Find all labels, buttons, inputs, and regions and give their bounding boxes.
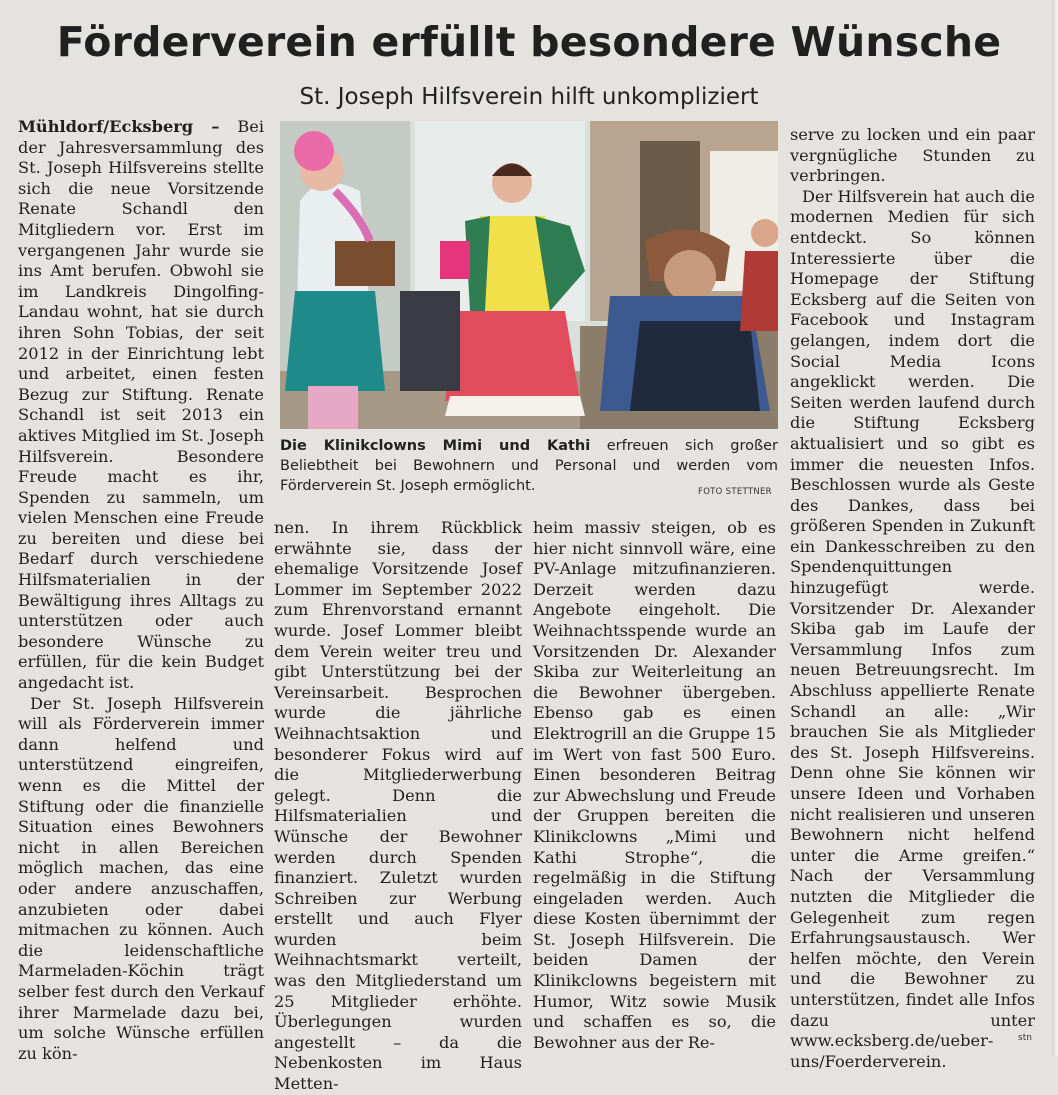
paragraph: nen. In ihrem Rückblick erwähnte sie, dass der ehemalige Vorsitzende Josef Lommer im September 2022 zum Ehrenvorstand ernannt wurde. Josef Lommer bleibt dem Verein weiter treu und gibt Unterstützung bei der Vereinsarbeit. Besprochen wurde die jährliche Weihnachtsaktion und besonderer Fokus wird auf die Mitgliederwerbung gelegt. Denn die Hilfsmaterialien und Wünsche der Bewohner werden durch Spenden finanziert. Zuletzt wurden Schreiben zur Werbung erstellt und auch Flyer wurden beim Weihnachtsmarkt verteilt, was den Mitgliederstand um 25 Mitglieder erhöhte. Überlegungen wurden angestellt – da die Nebenkosten im Haus Metten- — [274, 518, 522, 1094]
scan-edge — [1052, 0, 1058, 1056]
paragraph-text: Bei der Jahresversammlung des St. Joseph Hilfsvereins stellte sich die neue Vorsitzende Renate Schandl den Mitgliedern vor. Erst im vergangenen Jahr wurde sie ins Amt berufen. Obwohl sie im Landkreis Dingolfing-Landau wohnt, hat sie durch ihren Sohn Tobias, der seit 2012 in der Einrichtung lebt und arbeitet, einen festen Bezug zur Stiftung. Renate Schandl ist seit 2013 ein aktives Mitglied im St. Joseph Hilfsverein. Besondere Freude macht es ihr, Spenden zu sammeln, um vielen Menschen eine Freude zu bereiten und diese bei Bedarf durch verschiedene Hilfsmaterialien in der Bewältigung ihres Alltags zu unterstützen oder auch besondere Wünsche zu erfüllen, für die kein Budget angedacht ist. — [18, 117, 264, 693]
article-column-2 — [274, 518, 522, 1095]
clown-photo-illustration — [280, 121, 778, 429]
paragraph: Der St. Joseph Hilfsverein will als Förderverein immer dann helfend und unterstützend eingreifen, wenn es die Mittel der Stiftung oder die finanzielle Situation eines Bewohners nicht in allen Bereichen möglich machen, das eine oder andere anzuschaffen, anzubieten oder dabei mitmachen zu können. Auch die leidenschaftliche Marmeladen-Köchin trägt selber fest durch den Verkauf ihrer Marmelade dazu bei, um solche Wünsche erfüllen zu kön- — [18, 693, 264, 1063]
paragraph: serve zu locken und ein paar vergnügliche Stunden zu verbringen. — [790, 125, 1035, 186]
caption-text: erfreuen sich großer Beliebtheit bei Bewohnern und Personal und werden vom Förderverein St. Joseph ermöglicht. — [280, 438, 778, 494]
subheadline: St. Joseph Hilfsverein hilft unkompliziert — [299, 84, 759, 110]
photo-credit: FOTO STETTNER — [698, 487, 772, 497]
author-initials: stn — [1018, 1033, 1032, 1043]
dateline: Mühldorf/Ecksberg – — [18, 117, 220, 136]
paragraph: Der Hilfsverein hat auch die modernen Medien für sich entdeckt. So können Interessierte über die Homepage der Stiftung Ecksberg auf die Seiten von Facebook und Instagram gelangen, indem dort die Social Media Icons angeklickt werden. Die Seiten werden laufend durch die Stiftung Ecksberg aktualisiert und so gibt es immer die neuesten Infos. Beschlossen wurde als Geste des Dankes, dass bei größeren Spenden in Zukunft ein Dankesschreiben zu den Spendenquittungen hinzugefügt werde. Vorsitzender Dr. Alexander Skiba gab im Laufe der Versammlung Infos zum neuen Betreuungsrecht. Im Abschluss appellierte Renate Schandl an alle: „Wir brauchen Sie als Mitglieder des St. Joseph Hilfsvereins. Denn ohne Sie können wir unsere Ideen und Vorhaben nicht realisieren und unseren Bewohnern nicht helfend unter die Arme greifen.“ Nach der Versammlung nutzten die Mitglieder die Gelegenheit zum regen Erfahrungsaustausch. Wer helfen möchte, den Verein und die Bewohner zu unterstützen, findet alle Infos dazu unter www.ecksberg.de/ueber-uns/Foerderverein. — [790, 186, 1035, 1071]
headline: Förderverein erfüllt besondere Wünsche — [56, 18, 1002, 66]
paragraph — [18, 117, 264, 694]
paragraph: heim massiv steigen, ob es hier nicht sinnvoll wäre, eine PV-Anlage mitzufinanzieren. Derzeit werden dazu Angebote eingeholt. Die Weihnachtsspende wurde an Vorsitzenden Dr. Alexander Skiba zur Weiterleitung an die Bewohner übergeben. Ebenso gab es einen Elektrogrill an die Gruppe 15 im Wert von fast 500 Euro. Einen besonderen Beitrag zur Abwechslung und Freude der Gruppen bereiten die Klinikclowns „Mimi und Kathi Strophe“, die regelmäßig in die Stiftung eingeladen werden. Auch diese Kosten übernimmt der St. Joseph Hilfsverein. Die beiden Damen der Klinikclowns begeistern mit Humor, Witz sowie Musik und schaffen es so, die Bewohner aus der Re- — [533, 518, 776, 1052]
clown-photo — [280, 121, 778, 429]
article-column-4 — [790, 125, 1035, 1072]
article-column-3 — [533, 518, 776, 1053]
article-column-1 — [18, 117, 264, 1064]
caption-bold: Die Klinikclowns Mimi und Kathi — [280, 438, 591, 454]
